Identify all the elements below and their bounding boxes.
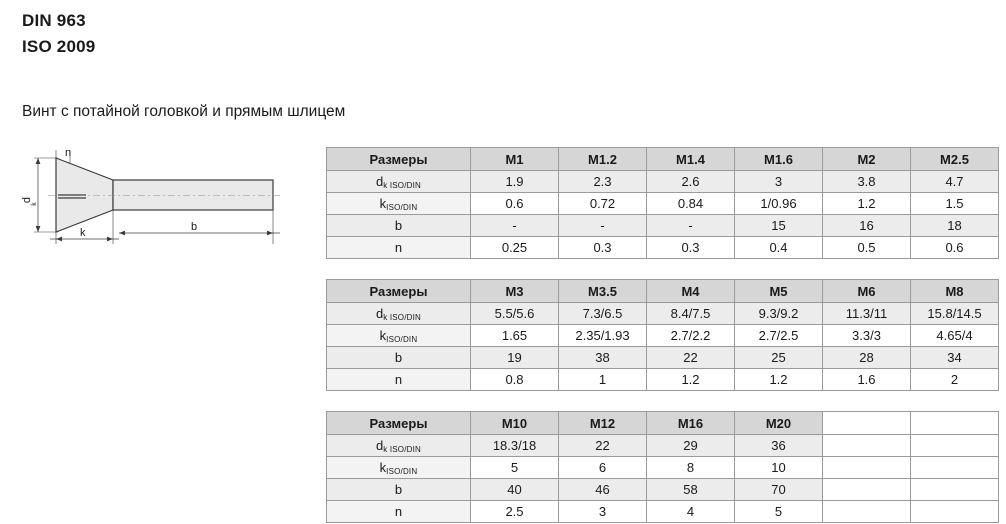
data-cell: 4.65/4 xyxy=(911,325,999,347)
header-cell-empty xyxy=(911,412,999,435)
row-label-main: b xyxy=(394,482,403,497)
row-label-main: k xyxy=(379,460,387,475)
dimensions-table-1 xyxy=(326,147,999,259)
table-row xyxy=(327,369,999,391)
data-cell-empty xyxy=(823,479,911,501)
header-cell: Размеры xyxy=(327,412,471,435)
product-description: Винт с потайной головкой и прямым шлицем xyxy=(22,103,346,120)
header-cell: M10 xyxy=(471,412,559,435)
data-cell-empty xyxy=(823,501,911,523)
header-cell: M2 xyxy=(823,148,911,171)
data-cell: 1 xyxy=(559,369,647,391)
header-cell: M2.5 xyxy=(911,148,999,171)
data-cell-empty xyxy=(823,457,911,479)
data-cell: 0.84 xyxy=(647,193,735,215)
row-label-sub: k ISO/DIN xyxy=(383,313,422,322)
header-cell: M5 xyxy=(735,280,823,303)
data-cell: 1/0.96 xyxy=(735,193,823,215)
table-row xyxy=(327,171,999,193)
data-cell: 2.7/2.2 xyxy=(647,325,735,347)
row-label xyxy=(327,457,471,479)
header-cell: M3.5 xyxy=(559,280,647,303)
row-label xyxy=(327,435,471,457)
row-label xyxy=(327,501,471,523)
header-cell: Размеры xyxy=(327,280,471,303)
table-row xyxy=(327,347,999,369)
row-label-sub: ISO/DIN xyxy=(386,203,418,212)
data-cell: 36 xyxy=(735,435,823,457)
header-cell: M6 xyxy=(823,280,911,303)
data-cell: 8.4/7.5 xyxy=(647,303,735,325)
header-cell: M1.4 xyxy=(647,148,735,171)
data-cell: 1.2 xyxy=(735,369,823,391)
row-label xyxy=(327,479,471,501)
data-cell: 3.3/3 xyxy=(823,325,911,347)
data-cell: 28 xyxy=(823,347,911,369)
svg-text:k: k xyxy=(31,202,38,206)
data-cell: 16 xyxy=(823,215,911,237)
header-cell: M4 xyxy=(647,280,735,303)
data-cell: 15.8/14.5 xyxy=(911,303,999,325)
header-cell: M3 xyxy=(471,280,559,303)
header-cell: M8 xyxy=(911,280,999,303)
header-cell: M1 xyxy=(471,148,559,171)
data-cell: 5 xyxy=(735,501,823,523)
row-label-main: n xyxy=(394,240,403,255)
row-label xyxy=(327,347,471,369)
data-cell: 1.9 xyxy=(471,171,559,193)
table-row xyxy=(327,325,999,347)
header-cell-empty xyxy=(823,412,911,435)
data-cell: 11.3/11 xyxy=(823,303,911,325)
data-cell: 0.4 xyxy=(735,237,823,259)
svg-text:k: k xyxy=(80,227,86,239)
table-row xyxy=(327,237,999,259)
table-header-row xyxy=(327,412,999,435)
data-cell: 9.3/9.2 xyxy=(735,303,823,325)
data-cell: 4.7 xyxy=(911,171,999,193)
table-row xyxy=(327,479,999,501)
data-cell: 58 xyxy=(647,479,735,501)
data-cell: 6 xyxy=(559,457,647,479)
data-cell: 0.6 xyxy=(911,237,999,259)
row-label-main: d xyxy=(375,438,384,453)
data-cell-empty xyxy=(911,435,999,457)
data-cell: 4 xyxy=(647,501,735,523)
header-cell: M1.2 xyxy=(559,148,647,171)
row-label-main: k xyxy=(379,196,387,211)
data-cell: - xyxy=(647,215,735,237)
data-cell: 1.6 xyxy=(823,369,911,391)
table-header-row xyxy=(327,148,999,171)
data-cell: 1.65 xyxy=(471,325,559,347)
header-cell: Размеры xyxy=(327,148,471,171)
data-cell: 0.25 xyxy=(471,237,559,259)
row-label xyxy=(327,325,471,347)
data-cell: - xyxy=(471,215,559,237)
data-cell: 15 xyxy=(735,215,823,237)
data-cell: 3 xyxy=(559,501,647,523)
data-cell: 2.5 xyxy=(471,501,559,523)
data-cell-empty xyxy=(823,435,911,457)
row-label-main: d xyxy=(375,174,384,189)
table-row xyxy=(327,215,999,237)
data-cell-empty xyxy=(911,501,999,523)
screw-technical-drawing xyxy=(8,140,308,250)
data-cell: 5 xyxy=(471,457,559,479)
row-label xyxy=(327,237,471,259)
table-row xyxy=(327,435,999,457)
data-cell: 0.3 xyxy=(647,237,735,259)
row-label-main: n xyxy=(394,372,403,387)
data-cell: 0.6 xyxy=(471,193,559,215)
data-cell: 19 xyxy=(471,347,559,369)
data-cell: 1.2 xyxy=(647,369,735,391)
row-label-main: b xyxy=(394,218,403,233)
data-cell: 0.5 xyxy=(823,237,911,259)
data-cell: 1.2 xyxy=(823,193,911,215)
data-cell: 38 xyxy=(559,347,647,369)
data-cell: 18.3/18 xyxy=(471,435,559,457)
dimensions-table-2 xyxy=(326,279,999,391)
header-cell: M1.6 xyxy=(735,148,823,171)
data-cell: 5.5/5.6 xyxy=(471,303,559,325)
row-label xyxy=(327,215,471,237)
data-cell: 0.8 xyxy=(471,369,559,391)
data-cell: 2 xyxy=(911,369,999,391)
row-label-sub: k ISO/DIN xyxy=(383,181,422,190)
row-label-main: d xyxy=(375,306,384,321)
row-label-main: k xyxy=(379,328,387,343)
data-cell-empty xyxy=(911,457,999,479)
data-cell: 46 xyxy=(559,479,647,501)
row-label-main: b xyxy=(394,350,403,365)
dimensions-table-3 xyxy=(326,411,999,523)
data-cell: 70 xyxy=(735,479,823,501)
header-cell: M12 xyxy=(559,412,647,435)
data-cell: 0.72 xyxy=(559,193,647,215)
row-label-main: n xyxy=(394,504,403,519)
svg-text:d: d xyxy=(21,196,33,204)
data-cell: 2.35/1.93 xyxy=(559,325,647,347)
row-label xyxy=(327,303,471,325)
table-row xyxy=(327,193,999,215)
standard-number-iso: ISO 2009 xyxy=(22,37,96,56)
data-cell: - xyxy=(559,215,647,237)
data-cell-empty xyxy=(911,479,999,501)
header-cell: M20 xyxy=(735,412,823,435)
data-cell: 22 xyxy=(647,347,735,369)
row-label-sub: k ISO/DIN xyxy=(383,445,422,454)
data-cell: 3 xyxy=(735,171,823,193)
standard-number-din: DIN 963 xyxy=(22,11,86,30)
table-row xyxy=(327,501,999,523)
data-cell: 2.6 xyxy=(647,171,735,193)
row-label-sub: ISO/DIN xyxy=(386,335,418,344)
row-label xyxy=(327,193,471,215)
data-cell: 8 xyxy=(647,457,735,479)
svg-text:b: b xyxy=(191,221,198,233)
row-label xyxy=(327,171,471,193)
data-cell: 2.3 xyxy=(559,171,647,193)
data-cell: 1.5 xyxy=(911,193,999,215)
data-cell: 2.7/2.5 xyxy=(735,325,823,347)
data-cell: 40 xyxy=(471,479,559,501)
data-cell: 3.8 xyxy=(823,171,911,193)
data-cell: 0.3 xyxy=(559,237,647,259)
data-cell: 29 xyxy=(647,435,735,457)
data-cell: 22 xyxy=(559,435,647,457)
data-cell: 7.3/6.5 xyxy=(559,303,647,325)
data-cell: 25 xyxy=(735,347,823,369)
table-header-row xyxy=(327,280,999,303)
table-row xyxy=(327,303,999,325)
data-cell: 10 xyxy=(735,457,823,479)
header-cell: M16 xyxy=(647,412,735,435)
data-cell: 34 xyxy=(911,347,999,369)
row-label xyxy=(327,369,471,391)
table-row xyxy=(327,457,999,479)
row-label-sub: ISO/DIN xyxy=(386,467,418,476)
svg-text:n: n xyxy=(65,147,72,159)
data-cell: 18 xyxy=(911,215,999,237)
